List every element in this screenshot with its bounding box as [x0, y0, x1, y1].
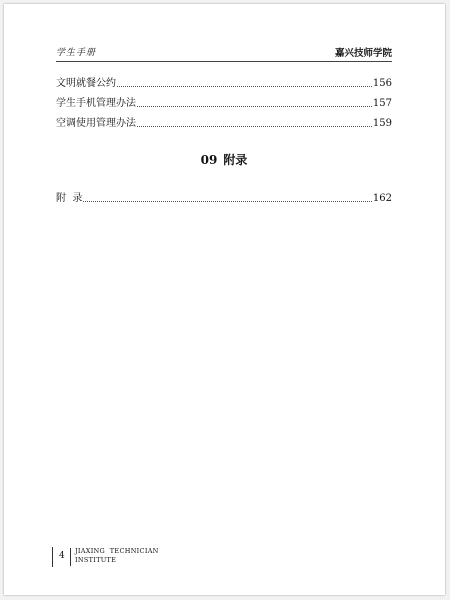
page-number: 4 [59, 551, 65, 561]
footer-left-bar [52, 547, 53, 567]
toc-entry-title: 文明就餐公约 [56, 78, 116, 89]
page-header [56, 45, 392, 61]
toc-entry-page: 157 [372, 98, 392, 109]
header-divider [56, 61, 392, 62]
toc-leader-dots [117, 86, 372, 87]
document-page [4, 4, 445, 595]
toc-entry[interactable] [56, 75, 392, 89]
section-heading [56, 151, 392, 168]
section-number: 09 [200, 153, 218, 167]
footer-divider [70, 548, 71, 566]
toc-entry-page: 162 [372, 193, 392, 204]
toc-entry[interactable] [56, 95, 392, 109]
toc-entry-page: 159 [372, 118, 392, 129]
toc-entry-title: 附 录 [56, 193, 83, 204]
toc-leader-dots [83, 201, 372, 202]
toc-entry[interactable] [56, 190, 392, 204]
toc-entry-title: 学生手机管理办法 [56, 98, 136, 109]
section-title: 附录 [223, 153, 248, 167]
toc-leader-dots [137, 126, 372, 127]
header-school-name: 嘉兴技师学院 [334, 48, 392, 59]
toc-entry-title: 空调使用管理办法 [56, 118, 136, 129]
toc-entry[interactable] [56, 115, 392, 129]
toc-leader-dots [137, 106, 372, 107]
footer-institute-line1: JIAXING TECHNICIAN [75, 547, 159, 555]
toc-entry-page: 156 [372, 78, 392, 89]
header-handbook-title: 学生手册 [56, 48, 97, 58]
footer-institute-line2: INSTITUTE [75, 556, 117, 564]
